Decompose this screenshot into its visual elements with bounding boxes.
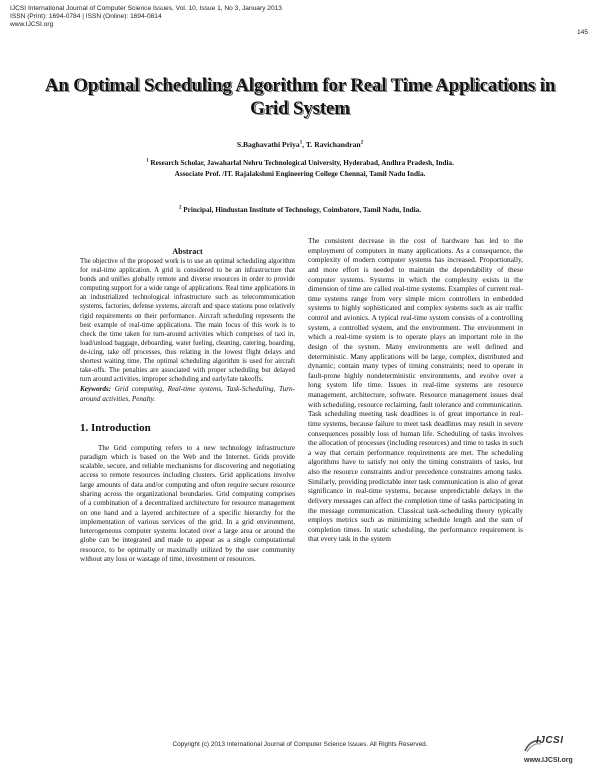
affiliation-2: [40, 206, 560, 214]
abstract-text: The objective of the proposed work is to use an optimal scheduling algorithm for real-time application. A grid is considered to be an infrastructure that bonds and unifies globally remote and diverse resources in order to provide computing support for a wide range of applications. Real time applications in an industrialized technological infrastructure such as telecommunication systems, factories, defense systems, aircraft and space stations pose relatively rigid requirements on their performance. Aircraft scheduling represents the best example of real-time applications. The main focus of this work is to check the time taken for turn-around activities which comprises of taxi in, load/unload baggage, deboarding, water fueling, cleaning, catering, boarding, de-icing, take off processes, thus relating in the lowest flight delays and shortest waiting time. The optimal scheduling algorithm is used for aircraft take-offs. The penalties are associated with proper scheduling but delayed turn around activities, improper scheduling and early/late takeoffs.: [80, 258, 295, 384]
logo-mark: IJCSI: [536, 735, 564, 746]
journal-citation: IJCSI International Journal of Computer Science Issues, Vol. 10, Issue 1, No 3, January 2013: [10, 5, 282, 12]
affil-text: Research Scholar, Jawaharlal Nehru Technological University, Hyderabad, Andhra Pradesh, India.: [148, 159, 454, 167]
keywords: [80, 385, 295, 404]
keywords-label: Keywords:: [80, 385, 112, 394]
logo-url[interactable]: www.IJCSI.org: [524, 757, 573, 764]
author-line: [60, 140, 540, 149]
author-name: T. Ravichandran: [305, 140, 361, 149]
affiliation-1: [40, 158, 560, 169]
journal-website[interactable]: www.IJCSI.org: [10, 21, 54, 29]
affil-mark: 1: [146, 158, 149, 164]
author-affil-mark: 1: [299, 140, 303, 146]
right-column: [308, 236, 523, 544]
author-name: S.Baghavathi Priya: [236, 140, 300, 149]
page-number: 145: [576, 29, 588, 36]
body-paragraph: Task scheduling meeting task deadlines is of great importance in real-time systems, because failure to meet task deadlines may result in severe consequences possibly loss of human life. Scheduling of tasks involves the allocation of processes (including resources) and time to tasks in such a way that certain performance requirements are met. The scheduling algorithms have to satisfy not only the timing constraints of tasks, but also the resource constraints and/or precedence constraints among tasks. Similarly, providing predictable inter task communication is also of great significance in real-time systems, because unpredictable delays in the delivery messages can affect the completion time of tasks participating in the message communication. Classical task-scheduling theory typically employs metrics such as minimizing schedule length and the sum of completion times. In static scheduling, the performance requirement is that every task in the system: [308, 409, 523, 544]
author-separator: ,: [302, 140, 306, 149]
left-column: [80, 247, 295, 564]
keywords-text: Grid computing, Real-time systems, Task-Scheduling, Turn-around activities, Penalty.: [80, 385, 295, 403]
intro-paragraph: The Grid computing refers to a new technology infrastructure paradigm which is based on the Web and the Internet. Grids provide scalable, secure, and reliable mechanisms for discovering and negotiating access to remote resources including clusters. Grid applications involve large amounts of data and/or computing and often require secure resource sharing across the organizational boundaries. Grid computing comprises of a combination of a decentralized architecture for resource management on one hand and a layered architecture of a specific hierarchy for the implementation of various services of the grid. In a grid environment, heterogeneous computer systems located over a large area or around the globe can be integrated and made to appear as a single computational resource, to be optimally or maximally utilized by the user community without any loss or wastage of time, investment or resources.: [80, 443, 295, 564]
body-paragraph: The consistent decrease in the cost of hardware has led to the employment of computers in many applications. As a consequence, the complexity of modern computer systems has increased. Proportionally, and more effort is needed to maintain the dependability of these computer systems. Systems in which the complexity exists in the dimension of time are called real-time systems. Examples of current real-time systems range from very simple micro controllers in embedded systems to highly sophisticated and complex systems such as air traffic control and avionics. A typical real-time system consists of a controlling system, a controlled system, and the environment. The environment in which a real-time system is to operate plays an important role in the design of the system. Many environments are well defined and deterministic. Many applications will be large, complex, distributed and dynamic; contain many types of timing constraints; need to operate in fault-prone highly nondeterministic environments, and evolve over a long system life time. Issues in real-time systems are resource management, architecture, software. Resource management issues deal with scheduling, resource reclaiming, fault tolerance and communication.: [308, 236, 523, 409]
affiliation-block: [40, 158, 560, 180]
copyright-footer: Copyright (c) 2013 International Journal of Computer Science Issues. All Rights Reserved.: [172, 741, 428, 748]
affiliation-1-line-2: Associate Prof. /IT. Rajalakshmi Engineering College Chennai, Tamil Nadu India.: [174, 170, 426, 178]
affil-mark: 2: [178, 205, 182, 211]
abstract-heading: Abstract: [172, 247, 203, 256]
section-heading: 1. Introduction: [80, 421, 151, 434]
author-affil-mark: 2: [360, 140, 364, 146]
affil-text: Principal, Hindustan Institute of Technology, Coimbatore, Tamil Nadu, India.: [181, 206, 421, 214]
issn-line: ISSN (Print): 1694-0784 | ISSN (Online): 1694-0814: [10, 13, 162, 21]
journal-header: [10, 5, 590, 36]
ijcsi-logo: [524, 735, 584, 769]
paper-title: An Optimal Scheduling Algorithm for Real Time Applications in Grid System: [44, 75, 556, 119]
